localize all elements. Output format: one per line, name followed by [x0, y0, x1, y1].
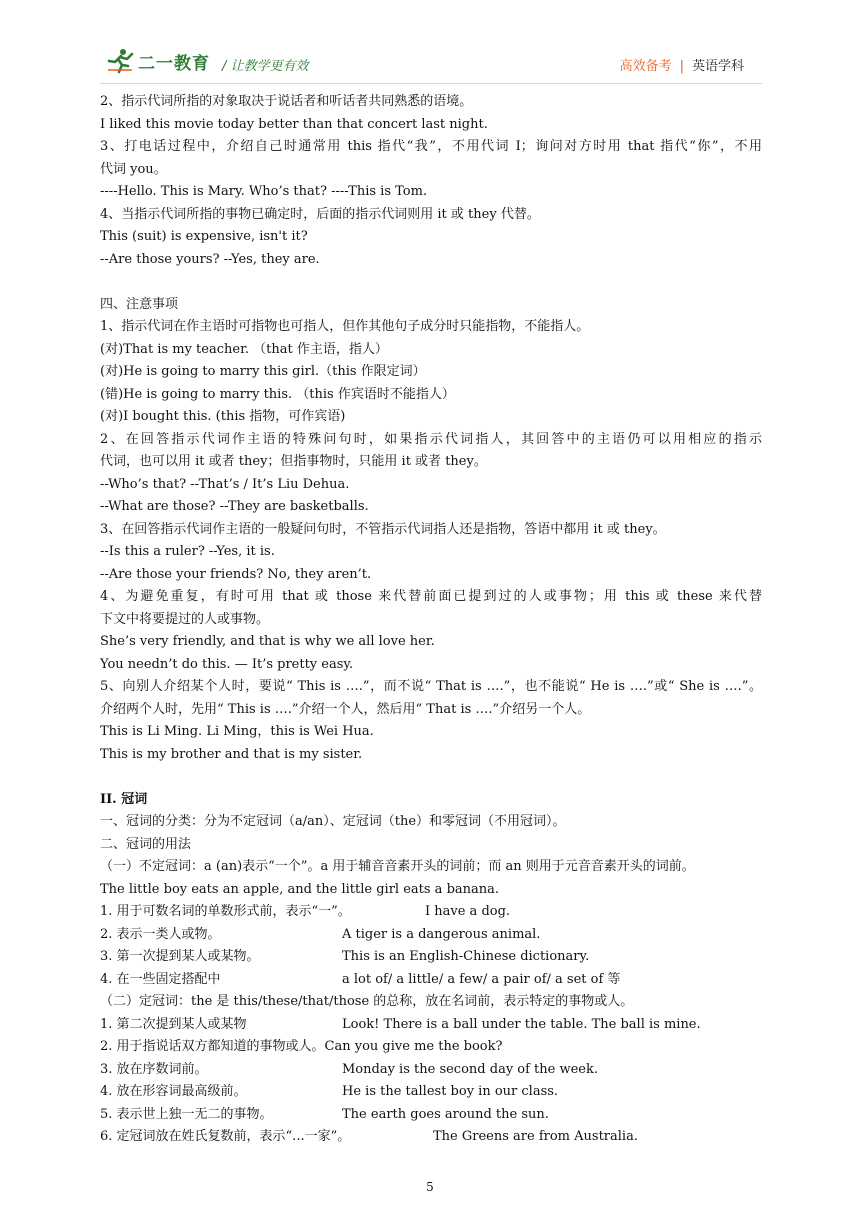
text-line: 介绍两个人时，先用“ This is ….”介绍一个人，然后用“ That is ….”介绍另一个人。 [100, 701, 591, 717]
usage-row [100, 969, 762, 992]
usage-example: This is an English-Chinese dictionary. [342, 949, 590, 964]
text-line: 2、指示代词所指的对象取决于说话者和听话者共同熟悉的语境。 [100, 94, 473, 109]
page-number: 5 [426, 1180, 434, 1194]
usage-rule: 1. 第二次提到某人或某物 [100, 1016, 247, 1032]
usage-example: a lot of/ a little/ a few/ a pair of/ a set of 等 [342, 971, 621, 987]
blank-line [100, 271, 762, 294]
usage-rule: 4. 放在形容词最高级前。 [100, 1084, 247, 1099]
text-line: --Who’s that? --That’s / It’s Liu Dehua. [100, 476, 350, 492]
usage-row [100, 901, 762, 924]
usage-row [100, 1059, 762, 1082]
section-heading: 四、注意事项 [100, 296, 179, 312]
usage-row [100, 946, 762, 969]
header-separator: | [679, 59, 684, 74]
text-line: This is Li Ming. Li Ming，this is Wei Hua. [100, 724, 374, 739]
usage-rule: 2. 用于指说话双方都知道的事物或人。Can you give me the book? [100, 1039, 503, 1054]
usage-rule: 2. 表示一类人或物。 [100, 926, 221, 942]
usage-row [100, 1036, 762, 1059]
page-header [100, 44, 760, 84]
usage-example: Look! There is a ball under the table. The ball is mine. [342, 1016, 701, 1032]
text-line: --What are those? --They are basketballs. [100, 499, 369, 514]
usage-rule: 3. 放在序数词前。 [100, 1061, 208, 1077]
text-line: (对)I bought this. (this 指物，可作宾语) [100, 409, 346, 424]
usage-rule: 5. 表示世上独一无二的事物。 [100, 1106, 273, 1122]
text-line: ----Hello. This is Mary. Who’s that? ----This is Tom. [100, 184, 428, 199]
text-line: This (suit) is expensive, isn't it? [100, 229, 308, 244]
text-line: I liked this movie today better than that concert last night. [100, 116, 488, 132]
usage-rule: 6. 定冠词放在姓氏复数前，表示“...一家”。 [100, 1129, 351, 1144]
text-line: The little boy eats an apple, and the little girl eats a banana. [100, 881, 500, 897]
logo-text: 二一教育 [138, 53, 210, 74]
usage-row [100, 1104, 762, 1127]
blank-line [100, 766, 762, 789]
usage-example: The earth goes around the sun. [342, 1106, 549, 1122]
usage-row [100, 1014, 762, 1037]
usage-rule: 4. 在一些固定搭配中 [100, 971, 221, 987]
subsection-heading: （二）定冠词：the 是 this/these/that/those 的总称，放在名词前，表示特定的事物或人。 [100, 994, 634, 1009]
document-body [100, 91, 762, 1149]
text-line: 3、打电话过程中，介绍自己时通常用 this 指代“我”，不用代词 I；询问对方时用 that 指代“你”，不用 [100, 139, 762, 154]
text-line: 4、为避免重复，有时可用 that 或 those 来代替前面已提到过的人或事物；用 this 或 these 来代替 [100, 589, 762, 604]
text-line: 一、冠词的分类：分为不定冠词（a/an）、定冠词（the）和零冠词（不用冠词）。 [100, 814, 566, 829]
text-line: 1、指示代词在作主语时可指物也可指人，但作其他句子成分时只能指物，不能指人。 [100, 319, 590, 334]
text-line: This is my brother and that is my sister. [100, 746, 363, 762]
text-line: 4、当指示代词所指的事物已确定时，后面的指示代词则用 it 或 they 代替。 [100, 206, 540, 222]
text-line: (对)He is going to marry this girl.（this 作限定词） [100, 364, 426, 379]
text-line: You needn’t do this. — It’s pretty easy. [100, 656, 354, 672]
runner-logo-icon [106, 48, 134, 74]
section-heading: II. 冠词 [100, 791, 148, 807]
usage-example: The Greens are from Australia. [433, 1129, 638, 1144]
usage-row [100, 924, 762, 947]
text-line: 5、向别人介绍某个人时，要说“ This is ….”，而不说“ That is ….”，也不能说“ He is ….”或“ She is ….”。 [100, 679, 762, 694]
text-line: --Are those your friends? No, they aren’t. [100, 566, 372, 582]
text-line: She’s very friendly, and that is why we all love her. [100, 634, 435, 649]
usage-example: Monday is the second day of the week. [342, 1061, 599, 1077]
text-line: 下文中将要提过的人或事物。 [100, 611, 270, 627]
header-divider [100, 83, 762, 84]
text-line: 2、在回答指示代词作主语的特殊问句时，如果指示代词指人，其回答中的主语仍可以用相应的指示 [100, 431, 762, 447]
text-line: （一）不定冠词：a (an)表示“一个”。a 用于辅音音素开头的词前；而 an 则用于元音音素开头的词前。 [100, 859, 695, 874]
slogan: / 让教学更有效 [222, 59, 309, 74]
text-line: --Are those yours? --Yes, they are. [100, 251, 320, 267]
usage-rule: 3. 第一次提到某人或某物。 [100, 949, 260, 964]
text-line: 代词 you。 [100, 161, 167, 177]
usage-example: A tiger is a dangerous animal. [342, 926, 541, 942]
text-line: 二、冠词的用法 [100, 836, 192, 852]
usage-rule: 1. 用于可数名词的单数形式前，表示“一”。 [100, 904, 351, 919]
logo [106, 48, 210, 74]
text-line: --Is this a ruler? --Yes, it is. [100, 544, 275, 559]
text-line: (对)That is my teacher. （that 作主语，指人） [100, 341, 388, 357]
header-tag: 高效备考 [619, 59, 672, 74]
header-subject-label: 英语学科 [691, 59, 744, 74]
text-line: (错)He is going to marry this. （this 作宾语时不能指人） [100, 386, 455, 402]
text-line: 3、在回答指示代词作主语的一般疑问句时，不管指示代词指人还是指物，答语中都用 it 或 they。 [100, 521, 666, 537]
text-line: 代词，也可以用 it 或者 they；但指事物时，只能用 it 或者 they。 [100, 454, 487, 469]
usage-row [100, 1081, 762, 1104]
usage-example: He is the tallest boy in our class. [342, 1084, 559, 1099]
header-subject [620, 55, 744, 74]
usage-row [100, 1126, 762, 1149]
usage-example: I have a dog. [425, 904, 511, 919]
